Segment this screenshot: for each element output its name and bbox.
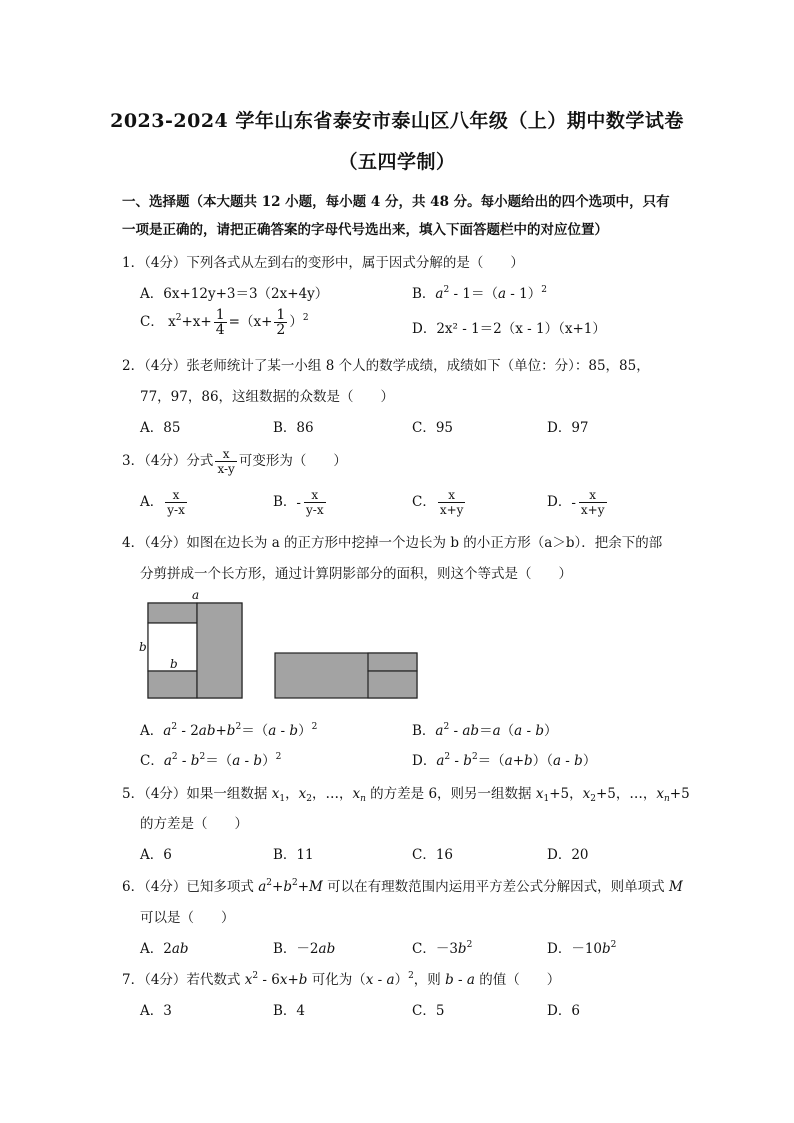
q5-option-d: D．20 (547, 847, 589, 863)
q2-stem-line2: 77，97，86，这组数据的众数是（ ） (140, 389, 395, 405)
q6-option-c: C．$-3b^2$ (412, 940, 473, 957)
q7-option-d: D．6 (547, 1003, 580, 1019)
q6-option-d: D．$-10b^2$ (547, 940, 617, 957)
top-strip (148, 603, 197, 623)
q6-option-b: B．－2ab (273, 941, 336, 957)
q3-option-c: C． $\frac{x}{x+y}$ (412, 488, 464, 517)
section-heading-line2: 一项是正确的，请把正确答案的字母代号选出来，填入下面答题栏中的对应位置） (122, 222, 608, 238)
q2-option-a: A．85 (140, 420, 181, 436)
q4-option-b: B．$a^2 - ab=a(a - b)$ (412, 722, 558, 739)
q4-option-a: A．$a^2 - 2ab+b^2=(a - b)^2$ (140, 722, 318, 739)
q4-stem-line1: 4．（4分）如图在边长为 a 的正方形中挖掉一个边长为 b 的小正方形（a＞b）．把余下的部 (122, 535, 663, 551)
q4-figure (130, 586, 430, 706)
q1-option-b: B．$a^2 - 1=(a - 1)^2$ (412, 285, 547, 302)
q6-option-a: A．2ab (140, 941, 189, 957)
q2-option-d: D．97 (547, 420, 589, 436)
q4-option-d: D．$a^2 - b^2=(a+b)(a - b)$ (412, 752, 597, 769)
q1-option-a: A．6x+12y+3＝3（2x+4y） (140, 286, 329, 302)
q1-stem: 1．（4分）下列各式从左到右的变形中，属于因式分解的是（ ） (122, 255, 524, 271)
q7-stem: 7．（4分）若代数式 $x^2 - 6x+b$ 可化为（x - a）$^2$，则 b - a 的值（ ） (122, 971, 561, 988)
q4-stem-line2: 分剪拼成一个长方形，通过计算阴影部分的面积，则这个等式是（ ） (140, 566, 572, 582)
q3-option-b: B．- $\frac{x}{y-x}$ (273, 488, 324, 517)
q1-option-d: D．2x² - 1＝2（x - 1）（x+1） (412, 321, 606, 337)
q6-stem-line1: 6．（4分）已知多项式 $a^2+b^2+M$ 可以在有理数范围内运用平方差公式分解因式，则单项式 M (122, 878, 683, 895)
q4-option-c: C．$a^2 - b^2=(a - b)^2$ (140, 752, 282, 769)
q2-option-b: B．86 (273, 420, 314, 436)
q3-option-a: A． $\frac{x}{y-x}$ (140, 488, 185, 517)
exam-title: 2023-2024 学年山东省泰安市泰山区八年级（上）期中数学试卷 (110, 110, 684, 132)
bottom-strip (148, 671, 197, 698)
q4-square-figure (139, 588, 242, 698)
q2-stem-line1: 2．（4分）张老师统计了某一小组 8 个人的数学成绩，成绩如下（单位：分）：85，85， (122, 358, 650, 374)
q1-option-c: C． $x^2+x+$ $\frac{1}{4}$ =（x+ $\frac{1}{2}$ ）$^2$ (140, 307, 309, 338)
section-heading-line1: 一、选择题（本大题共 12 小题，每小题 4 分，共 48 分。每小题给出的四个选项中，只有 (122, 194, 670, 210)
q3-stem: 3．（4分）分式 $\frac{x}{x-y}$ 可变形为（ ） (122, 447, 347, 476)
q3-option-d: D．- $\frac{x}{x+y}$ (547, 488, 605, 517)
q7-option-b: B．4 (273, 1003, 306, 1019)
q7-option-a: A．3 (140, 1003, 172, 1019)
right-strip (197, 603, 242, 698)
q5-stem-line1: 5．（4分）如果一组数据 $x_1$，$x_2$，…，$x_n$ 的方差是 6，则另一组数据 $x_1+5$，$x_2+5$，…，$x_n+5$ (122, 786, 690, 804)
exam-subtitle: （五四学制） (338, 151, 456, 173)
q5-stem-line2: 的方差是（ ） (140, 816, 248, 832)
label-b-bottom: b (170, 657, 178, 671)
q6-stem-line2: 可以是（ ） (140, 910, 235, 926)
q5-option-b: B．11 (273, 847, 314, 863)
rect-piece-bottom (368, 671, 417, 698)
rect-piece-top (368, 653, 417, 671)
q4-rectangle-figure (275, 653, 417, 698)
label-a: a (192, 588, 200, 602)
q5-option-c: C．16 (412, 847, 454, 863)
q5-option-a: A．6 (140, 847, 172, 863)
q2-option-c: C．95 (412, 420, 454, 436)
label-b-side: b (139, 640, 147, 654)
q7-option-c: C．5 (412, 1003, 445, 1019)
